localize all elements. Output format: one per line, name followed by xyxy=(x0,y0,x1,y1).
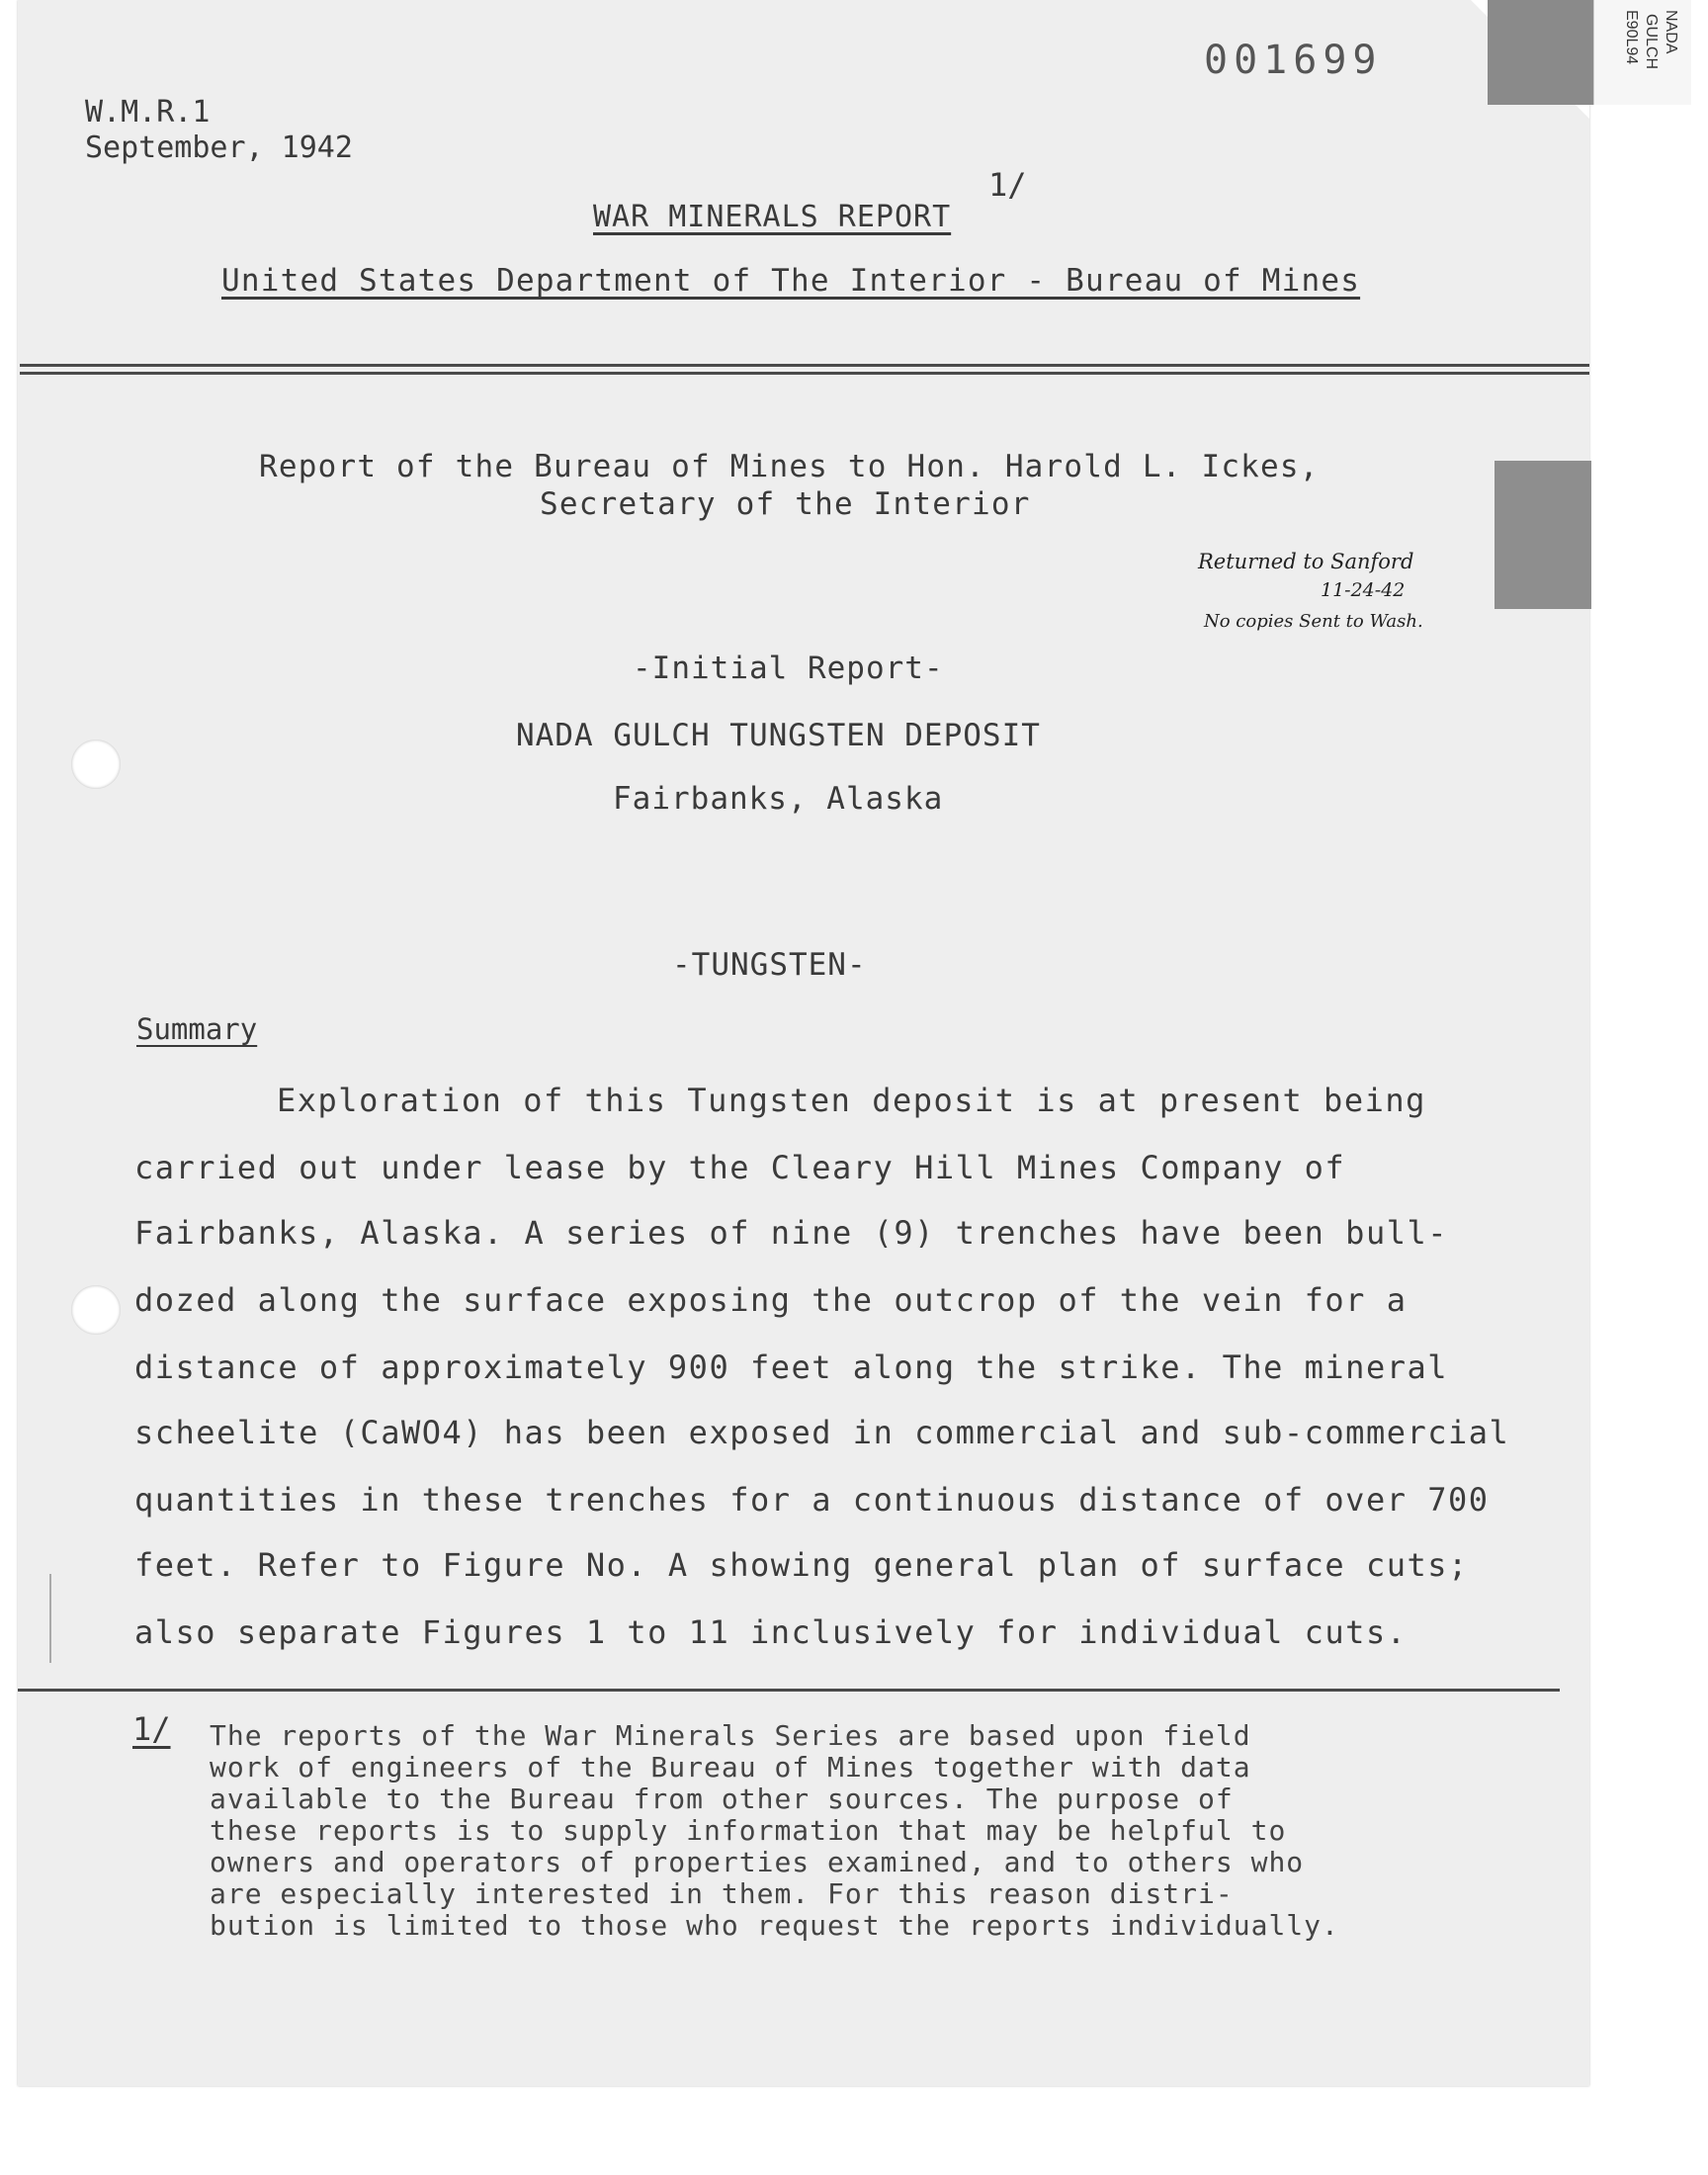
summary-line-4: dozed along the surface exposing the outcrop of the vein for a xyxy=(134,1281,1408,1319)
report-title-footnote-ref: 1/ xyxy=(988,166,1027,204)
tab-label-line-1: NADA xyxy=(1663,10,1679,54)
footnote-marker: 1/ xyxy=(132,1710,171,1748)
punch-hole-upper xyxy=(71,740,121,789)
summary-line-9: also separate Figures 1 to 11 inclusively for individual cuts. xyxy=(134,1613,1408,1651)
handwritten-note-line-3: No copies Sent to Wash. xyxy=(1204,611,1423,632)
addressee-line-1: Report of the Bureau of Mines to Hon. Harold L. Ickes, xyxy=(259,449,1320,484)
double-rule-top xyxy=(20,364,1589,367)
footnote-line-4: these reports is to supply information that may be helpful to xyxy=(210,1814,1287,1847)
agency-line: United States Department of The Interior - Bureau of Mines xyxy=(221,263,1361,299)
footnote-line-2: work of engineers of the Bureau of Mines together with data xyxy=(210,1751,1251,1784)
summary-line-8: feet. Refer to Figure No. A showing general plan of surface cuts; xyxy=(134,1546,1469,1584)
commodity: -TUNGSTEN- xyxy=(672,947,867,983)
footnote-line-1: The reports of the War Minerals Series are based upon field xyxy=(210,1719,1251,1752)
punch-hole-lower xyxy=(71,1285,121,1335)
margin-mark xyxy=(49,1574,51,1663)
handwritten-note-line-1: Returned to Sanford xyxy=(1198,550,1414,573)
series-id: W.M.R.1 xyxy=(85,95,211,130)
handwritten-note-line-2: 11-24-42 xyxy=(1321,579,1406,601)
report-title: WAR MINERALS REPORT xyxy=(593,200,952,234)
report-type: -Initial Report- xyxy=(633,651,944,686)
footnote-line-7: bution is limited to those who request the reports individually. xyxy=(210,1909,1339,1942)
footnote-line-5: owners and operators of properties examined, and to others who xyxy=(210,1846,1305,1878)
stamp-number: 001699 xyxy=(1204,38,1383,83)
tab-label-line-3: E90L94 xyxy=(1623,10,1640,65)
summary-heading: Summary xyxy=(136,1012,258,1046)
double-rule-bottom xyxy=(20,372,1589,375)
summary-line-7: quantities in these trenches for a continuous distance of over 700 xyxy=(134,1481,1490,1519)
summary-line-1: Exploration of this Tungsten deposit is at present being xyxy=(277,1082,1426,1119)
footnote-line-3: available to the Bureau from other sources. The purpose of xyxy=(210,1783,1234,1815)
summary-line-6: scheelite (CaWO4) has been exposed in commercial and sub-commercial xyxy=(134,1414,1510,1451)
index-tab-middle xyxy=(1494,461,1591,609)
report-date: September, 1942 xyxy=(85,130,353,165)
summary-line-2: carried out under lease by the Cleary Hill Mines Company of xyxy=(134,1149,1346,1186)
deposit-location: Fairbanks, Alaska xyxy=(613,781,944,817)
index-tab-label xyxy=(1593,0,1691,105)
footnote-line-6: are especially interested in them. For this reason distri- xyxy=(210,1877,1234,1910)
index-tab-dark xyxy=(1488,0,1594,105)
summary-line-5: distance of approximately 900 feet along the strike. The mineral xyxy=(134,1348,1448,1386)
tab-label-line-2: GULCH xyxy=(1643,14,1660,70)
summary-line-3: Fairbanks, Alaska. A series of nine (9) trenches have been bull- xyxy=(134,1214,1448,1252)
addressee-line-2: Secretary of the Interior xyxy=(540,486,1031,522)
footnote-separator xyxy=(18,1689,1560,1692)
deposit-name: NADA GULCH TUNGSTEN DEPOSIT xyxy=(516,718,1041,753)
